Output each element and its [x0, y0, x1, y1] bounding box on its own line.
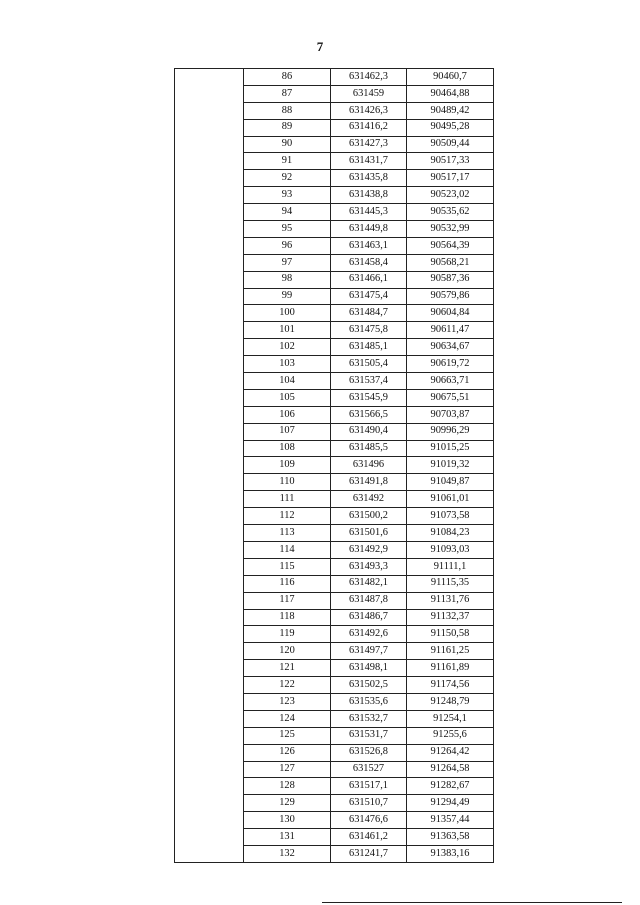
- point-number-cell: 98: [244, 271, 331, 288]
- x-coordinate-cell: 631531,7: [331, 727, 407, 744]
- y-coordinate-cell: 90532,99: [407, 221, 494, 238]
- y-coordinate-cell: 91019,32: [407, 457, 494, 474]
- x-coordinate-cell: 631462,3: [331, 69, 407, 86]
- point-number-cell: 88: [244, 102, 331, 119]
- point-number-cell: 115: [244, 558, 331, 575]
- y-coordinate-cell: 90587,36: [407, 271, 494, 288]
- point-number-cell: 94: [244, 204, 331, 221]
- point-number-cell: 87: [244, 85, 331, 102]
- point-number-cell: 97: [244, 254, 331, 271]
- x-coordinate-cell: 631241,7: [331, 845, 407, 862]
- y-coordinate-cell: 91073,58: [407, 508, 494, 525]
- y-coordinate-cell: 90460,7: [407, 69, 494, 86]
- y-coordinate-cell: 90996,29: [407, 423, 494, 440]
- point-number-cell: 102: [244, 339, 331, 356]
- y-coordinate-cell: 90464,88: [407, 85, 494, 102]
- x-coordinate-cell: 631427,3: [331, 136, 407, 153]
- x-coordinate-cell: 631537,4: [331, 373, 407, 390]
- y-coordinate-cell: 90564,39: [407, 237, 494, 254]
- x-coordinate-cell: 631502,5: [331, 677, 407, 694]
- point-number-cell: 126: [244, 744, 331, 761]
- point-number-cell: 132: [244, 845, 331, 862]
- x-coordinate-cell: 631517,1: [331, 778, 407, 795]
- y-coordinate-cell: 90619,72: [407, 356, 494, 373]
- point-number-cell: 90: [244, 136, 331, 153]
- x-coordinate-cell: 631498,1: [331, 660, 407, 677]
- y-coordinate-cell: 91357,44: [407, 812, 494, 829]
- x-coordinate-cell: 631476,6: [331, 812, 407, 829]
- page-number: 7: [316, 39, 324, 54]
- x-coordinate-cell: 631510,7: [331, 795, 407, 812]
- coordinates-table-body: [175, 69, 494, 863]
- x-coordinate-cell: 631461,2: [331, 829, 407, 846]
- x-coordinate-cell: 631501,6: [331, 525, 407, 542]
- y-coordinate-cell: 90517,17: [407, 170, 494, 187]
- point-number-cell: 120: [244, 643, 331, 660]
- point-number-cell: 123: [244, 693, 331, 710]
- y-coordinate-cell: 90523,02: [407, 187, 494, 204]
- footer-rule: [322, 902, 622, 903]
- x-coordinate-cell: 631416,2: [331, 119, 407, 136]
- point-number-cell: 108: [244, 440, 331, 457]
- y-coordinate-cell: 90634,67: [407, 339, 494, 356]
- x-coordinate-cell: 631545,9: [331, 389, 407, 406]
- y-coordinate-cell: 91161,25: [407, 643, 494, 660]
- y-coordinate-cell: 90517,33: [407, 153, 494, 170]
- point-number-cell: 109: [244, 457, 331, 474]
- y-coordinate-cell: 90509,44: [407, 136, 494, 153]
- merged-blank-cell: [175, 69, 244, 863]
- y-coordinate-cell: 91383,16: [407, 845, 494, 862]
- point-number-cell: 106: [244, 406, 331, 423]
- point-number-cell: 93: [244, 187, 331, 204]
- x-coordinate-cell: 631532,7: [331, 710, 407, 727]
- point-number-cell: 89: [244, 119, 331, 136]
- point-number-cell: 110: [244, 474, 331, 491]
- x-coordinate-cell: 631493,3: [331, 558, 407, 575]
- coordinates-table: [174, 68, 494, 863]
- x-coordinate-cell: 631431,7: [331, 153, 407, 170]
- y-coordinate-cell: 90611,47: [407, 322, 494, 339]
- y-coordinate-cell: 90675,51: [407, 389, 494, 406]
- x-coordinate-cell: 631459: [331, 85, 407, 102]
- point-number-cell: 124: [244, 710, 331, 727]
- x-coordinate-cell: 631526,8: [331, 744, 407, 761]
- x-coordinate-cell: 631445,3: [331, 204, 407, 221]
- y-coordinate-cell: 91174,56: [407, 677, 494, 694]
- point-number-cell: 86: [244, 69, 331, 86]
- x-coordinate-cell: 631475,8: [331, 322, 407, 339]
- y-coordinate-cell: 90495,28: [407, 119, 494, 136]
- y-coordinate-cell: 90703,87: [407, 406, 494, 423]
- point-number-cell: 101: [244, 322, 331, 339]
- x-coordinate-cell: 631497,7: [331, 643, 407, 660]
- x-coordinate-cell: 631492,6: [331, 626, 407, 643]
- y-coordinate-cell: 90579,86: [407, 288, 494, 305]
- y-coordinate-cell: 90663,71: [407, 373, 494, 390]
- point-number-cell: 118: [244, 609, 331, 626]
- point-number-cell: 117: [244, 592, 331, 609]
- point-number-cell: 113: [244, 525, 331, 542]
- point-number-cell: 95: [244, 221, 331, 238]
- y-coordinate-cell: 91248,79: [407, 693, 494, 710]
- point-number-cell: 119: [244, 626, 331, 643]
- point-number-cell: 92: [244, 170, 331, 187]
- x-coordinate-cell: 631466,1: [331, 271, 407, 288]
- y-coordinate-cell: 90604,84: [407, 305, 494, 322]
- x-coordinate-cell: 631435,8: [331, 170, 407, 187]
- y-coordinate-cell: 91015,25: [407, 440, 494, 457]
- x-coordinate-cell: 631486,7: [331, 609, 407, 626]
- y-coordinate-cell: 91161,89: [407, 660, 494, 677]
- point-number-cell: 111: [244, 491, 331, 508]
- y-coordinate-cell: 91255,6: [407, 727, 494, 744]
- point-number-cell: 114: [244, 541, 331, 558]
- x-coordinate-cell: 631484,7: [331, 305, 407, 322]
- y-coordinate-cell: 91264,58: [407, 761, 494, 778]
- x-coordinate-cell: 631491,8: [331, 474, 407, 491]
- y-coordinate-cell: 91111,1: [407, 558, 494, 575]
- point-number-cell: 130: [244, 812, 331, 829]
- x-coordinate-cell: 631482,1: [331, 575, 407, 592]
- x-coordinate-cell: 631458,4: [331, 254, 407, 271]
- point-number-cell: 112: [244, 508, 331, 525]
- y-coordinate-cell: 91282,67: [407, 778, 494, 795]
- x-coordinate-cell: 631463,1: [331, 237, 407, 254]
- x-coordinate-cell: 631496: [331, 457, 407, 474]
- x-coordinate-cell: 631490,4: [331, 423, 407, 440]
- point-number-cell: 96: [244, 237, 331, 254]
- point-number-cell: 125: [244, 727, 331, 744]
- table-row: [175, 69, 494, 86]
- x-coordinate-cell: 631492: [331, 491, 407, 508]
- x-coordinate-cell: 631492,9: [331, 541, 407, 558]
- y-coordinate-cell: 90489,42: [407, 102, 494, 119]
- point-number-cell: 107: [244, 423, 331, 440]
- x-coordinate-cell: 631475,4: [331, 288, 407, 305]
- point-number-cell: 127: [244, 761, 331, 778]
- point-number-cell: 116: [244, 575, 331, 592]
- x-coordinate-cell: 631566,5: [331, 406, 407, 423]
- y-coordinate-cell: 91132,37: [407, 609, 494, 626]
- point-number-cell: 121: [244, 660, 331, 677]
- x-coordinate-cell: 631487,8: [331, 592, 407, 609]
- y-coordinate-cell: 91264,42: [407, 744, 494, 761]
- point-number-cell: 122: [244, 677, 331, 694]
- y-coordinate-cell: 91115,35: [407, 575, 494, 592]
- point-number-cell: 103: [244, 356, 331, 373]
- y-coordinate-cell: 91131,76: [407, 592, 494, 609]
- y-coordinate-cell: 90568,21: [407, 254, 494, 271]
- y-coordinate-cell: 90535,62: [407, 204, 494, 221]
- x-coordinate-cell: 631527: [331, 761, 407, 778]
- y-coordinate-cell: 91150,58: [407, 626, 494, 643]
- x-coordinate-cell: 631505,4: [331, 356, 407, 373]
- point-number-cell: 91: [244, 153, 331, 170]
- y-coordinate-cell: 91061,01: [407, 491, 494, 508]
- x-coordinate-cell: 631485,5: [331, 440, 407, 457]
- x-coordinate-cell: 631485,1: [331, 339, 407, 356]
- point-number-cell: 99: [244, 288, 331, 305]
- y-coordinate-cell: 91084,23: [407, 525, 494, 542]
- point-number-cell: 128: [244, 778, 331, 795]
- x-coordinate-cell: 631535,6: [331, 693, 407, 710]
- y-coordinate-cell: 91049,87: [407, 474, 494, 491]
- point-number-cell: 129: [244, 795, 331, 812]
- point-number-cell: 105: [244, 389, 331, 406]
- point-number-cell: 131: [244, 829, 331, 846]
- y-coordinate-cell: 91363,58: [407, 829, 494, 846]
- x-coordinate-cell: 631438,8: [331, 187, 407, 204]
- x-coordinate-cell: 631426,3: [331, 102, 407, 119]
- y-coordinate-cell: 91093,03: [407, 541, 494, 558]
- x-coordinate-cell: 631449,8: [331, 221, 407, 238]
- point-number-cell: 104: [244, 373, 331, 390]
- x-coordinate-cell: 631500,2: [331, 508, 407, 525]
- y-coordinate-cell: 91294,49: [407, 795, 494, 812]
- y-coordinate-cell: 91254,1: [407, 710, 494, 727]
- point-number-cell: 100: [244, 305, 331, 322]
